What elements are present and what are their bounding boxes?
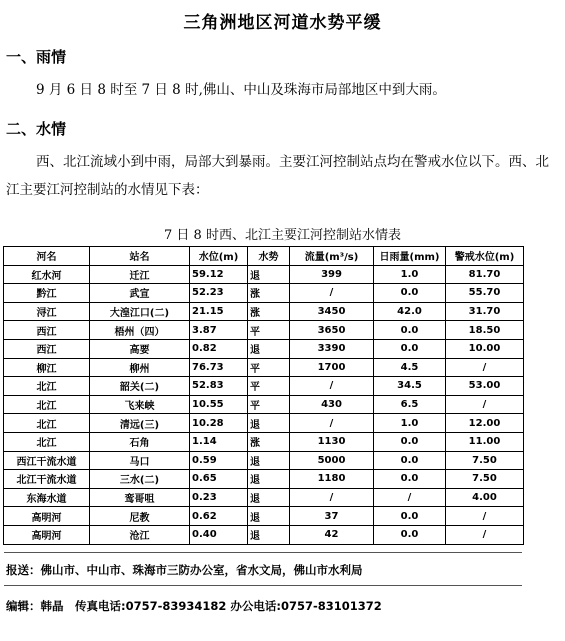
cell-flow: 3390 (290, 339, 374, 358)
footer-divider-bottom (4, 585, 522, 586)
cell-level: 1.14 (190, 432, 248, 451)
cell-warning: 12.00 (446, 414, 524, 433)
water-paragraph: 西、北江流域小到中雨，局部大到暴雨。主要江河控制站点均在警戒水位以下。西、北江主要江河控制站的水情见下表： (6, 154, 549, 198)
cell-warning: 55.70 (446, 284, 524, 303)
cell-trend: 退 (248, 339, 290, 358)
cell-rain: 42.0 (374, 302, 446, 321)
cell-warning: 7.50 (446, 451, 524, 470)
cell-rain: 1.0 (374, 265, 446, 284)
footer-divider-top (4, 552, 522, 553)
table-caption: 7 日 8 时西、北江主要江河控制站水情表 (164, 228, 401, 243)
cell-trend: 退 (248, 488, 290, 507)
table-row (4, 488, 524, 507)
cell-level: 59.12 (190, 265, 248, 284)
table-row (4, 414, 524, 433)
section-heading-water: 二、水情 (6, 120, 67, 138)
cell-rain: 0.0 (374, 470, 446, 489)
table-row (4, 451, 524, 470)
cell-level: 10.55 (190, 395, 248, 414)
header-level: 水位(m) (190, 247, 248, 266)
cell-flow: 3650 (290, 321, 374, 340)
cell-trend: 退 (248, 265, 290, 284)
cell-level: 0.65 (190, 470, 248, 489)
cell-river: 高明河 (4, 525, 90, 544)
cell-level: 0.23 (190, 488, 248, 507)
table-row (4, 507, 524, 526)
cell-warning: 7.50 (446, 470, 524, 489)
cell-station: 飞来峡 (90, 395, 190, 414)
cell-warning: 10.00 (446, 339, 524, 358)
cell-flow: 399 (290, 265, 374, 284)
cell-trend: 退 (248, 525, 290, 544)
table-row (4, 265, 524, 284)
cell-rain: 1.0 (374, 414, 446, 433)
cell-flow: 5000 (290, 451, 374, 470)
cell-station: 鸾哥咀 (90, 488, 190, 507)
table-row (4, 470, 524, 489)
table-row (4, 358, 524, 377)
table-row (4, 377, 524, 396)
cell-river: 红水河 (4, 265, 90, 284)
cell-flow: / (290, 488, 374, 507)
cell-station: 迁江 (90, 265, 190, 284)
cell-trend: 涨 (248, 302, 290, 321)
header-river: 河名 (4, 247, 90, 266)
cell-warning: 53.00 (446, 377, 524, 396)
table-header-row (4, 247, 524, 266)
cell-flow: 1700 (290, 358, 374, 377)
cell-station: 大湟江口(二) (90, 302, 190, 321)
table-row (4, 284, 524, 303)
cell-river: 西江 (4, 321, 90, 340)
cell-level: 76.73 (190, 358, 248, 377)
header-warning: 警戒水位(m) (446, 247, 524, 266)
cell-trend: 退 (248, 507, 290, 526)
cell-trend: 平 (248, 358, 290, 377)
cell-trend: 退 (248, 451, 290, 470)
cell-station: 三水(二) (90, 470, 190, 489)
cell-trend: 平 (248, 395, 290, 414)
table-row (4, 339, 524, 358)
cell-station: 武宣 (90, 284, 190, 303)
table-row (4, 395, 524, 414)
cell-rain: / (374, 488, 446, 507)
distribution-line: 报送：佛山市、中山市、珠海市三防办公室，省水文局，佛山市水利局 (6, 563, 363, 577)
page-title: 三角洲地区河道水势平缓 (183, 13, 382, 33)
cell-river: 北江 (4, 395, 90, 414)
cell-flow: 37 (290, 507, 374, 526)
cell-river: 西江干流水道 (4, 451, 90, 470)
cell-station: 马口 (90, 451, 190, 470)
cell-river: 北江干流水道 (4, 470, 90, 489)
cell-station: 尼教 (90, 507, 190, 526)
cell-trend: 退 (248, 414, 290, 433)
cell-warning: 4.00 (446, 488, 524, 507)
cell-warning: / (446, 358, 524, 377)
cell-rain: 0.0 (374, 339, 446, 358)
cell-flow: 42 (290, 525, 374, 544)
rain-paragraph: 9 月 6 日 8 时至 7 日 8 时,佛山、中山及珠海市局部地区中到大雨。 (36, 82, 446, 98)
cell-level: 3.87 (190, 321, 248, 340)
cell-river: 浔江 (4, 302, 90, 321)
cell-river: 西江 (4, 339, 90, 358)
cell-flow: 3450 (290, 302, 374, 321)
header-station: 站名 (90, 247, 190, 266)
table-row (4, 302, 524, 321)
cell-flow: / (290, 284, 374, 303)
cell-rain: 0.0 (374, 525, 446, 544)
cell-trend: 退 (248, 470, 290, 489)
cell-level: 0.40 (190, 525, 248, 544)
cell-rain: 0.0 (374, 284, 446, 303)
cell-flow: / (290, 414, 374, 433)
cell-warning: 31.70 (446, 302, 524, 321)
cell-level: 0.62 (190, 507, 248, 526)
editor-line: 编辑：韩晶 传真电话:0757-83934182 办公电话:0757-83101372 (6, 599, 382, 613)
cell-warning: / (446, 507, 524, 526)
cell-river: 黔江 (4, 284, 90, 303)
cell-flow: / (290, 377, 374, 396)
cell-station: 柳州 (90, 358, 190, 377)
cell-flow: 430 (290, 395, 374, 414)
cell-river: 北江 (4, 432, 90, 451)
cell-rain: 0.0 (374, 507, 446, 526)
section-heading-rain: 一、雨情 (6, 48, 67, 66)
header-flow: 流量(m³/s) (290, 247, 374, 266)
cell-station: 高要 (90, 339, 190, 358)
cell-flow: 1180 (290, 470, 374, 489)
table-row (4, 432, 524, 451)
cell-rain: 4.5 (374, 358, 446, 377)
cell-warning: / (446, 525, 524, 544)
cell-warning: / (446, 395, 524, 414)
cell-level: 10.28 (190, 414, 248, 433)
cell-river: 北江 (4, 414, 90, 433)
cell-level: 52.83 (190, 377, 248, 396)
cell-river: 东海水道 (4, 488, 90, 507)
cell-level: 21.15 (190, 302, 248, 321)
water-status-table (3, 246, 524, 545)
cell-river: 柳江 (4, 358, 90, 377)
cell-river: 北江 (4, 377, 90, 396)
cell-station: 韶关(二) (90, 377, 190, 396)
header-rain: 日雨量(mm) (374, 247, 446, 266)
cell-level: 52.23 (190, 284, 248, 303)
cell-station: 清远(三) (90, 414, 190, 433)
cell-trend: 平 (248, 377, 290, 396)
cell-station: 沧江 (90, 525, 190, 544)
table-row (4, 321, 524, 340)
table-row (4, 525, 524, 544)
cell-warning: 18.50 (446, 321, 524, 340)
cell-rain: 0.0 (374, 451, 446, 470)
cell-level: 0.59 (190, 451, 248, 470)
cell-level: 0.82 (190, 339, 248, 358)
header-trend: 水势 (248, 247, 290, 266)
cell-trend: 涨 (248, 284, 290, 303)
cell-station: 梧州（四） (90, 321, 190, 340)
cell-rain: 6.5 (374, 395, 446, 414)
cell-rain: 34.5 (374, 377, 446, 396)
cell-warning: 81.70 (446, 265, 524, 284)
cell-trend: 平 (248, 321, 290, 340)
cell-rain: 0.0 (374, 432, 446, 451)
cell-trend: 涨 (248, 432, 290, 451)
cell-warning: 11.00 (446, 432, 524, 451)
cell-station: 石角 (90, 432, 190, 451)
cell-rain: 0.0 (374, 321, 446, 340)
cell-river: 高明河 (4, 507, 90, 526)
cell-flow: 1130 (290, 432, 374, 451)
